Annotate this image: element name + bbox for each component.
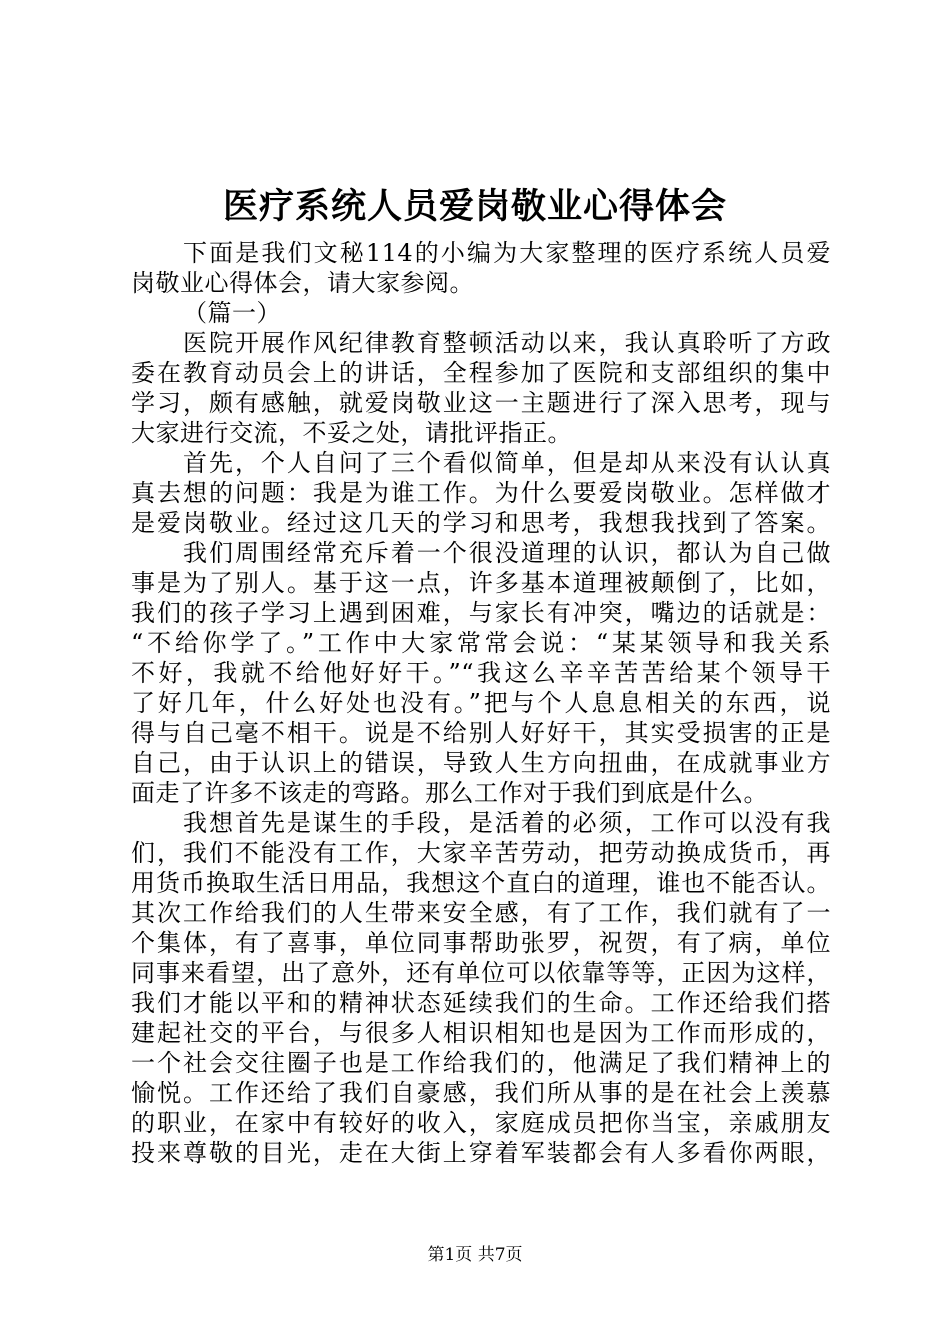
text-line: 岗敬业心得体会，请大家参阅。 <box>131 269 474 297</box>
section-heading: （篇一） <box>183 299 281 327</box>
text-line: 我们才能以平和的精神状态延续我们的生命。工作还给我们搭 <box>131 989 831 1017</box>
text-line: 用货币换取生活日用品，我想这个直白的道理，谁也不能否认。 <box>131 869 831 897</box>
text-line: 的职业，在家中有较好的收入，家庭成员把你当宝，亲戚朋友 <box>131 1109 831 1137</box>
page-number-footer: 第1页 共7页 <box>427 1245 523 1265</box>
text-line: 建起社交的平台，与很多人相识相知也是因为工作而形成的， <box>131 1019 831 1047</box>
document-body <box>131 238 831 1168</box>
text-line: 我们的孩子学习上遇到困难，与家长有冲突，嘴边的话就是： <box>131 599 831 627</box>
text-line: 其次工作给我们的人生带来安全感，有了工作，我们就有了一 <box>131 899 831 927</box>
text-line: 是爱岗敬业。经过这几天的学习和思考，我想我找到了答案。 <box>131 509 831 537</box>
text-line: 真去想的问题：我是为谁工作。为什么要爱岗敬业。怎样做才 <box>131 479 831 507</box>
text-line: 个集体，有了喜事，单位同事帮助张罗，祝贺，有了病，单位 <box>131 929 831 957</box>
text-line: 我想首先是谋生的手段，是活着的必须，工作可以没有我 <box>183 809 831 837</box>
text-line: 自己，由于认识上的错误，导致人生方向扭曲，在成就事业方 <box>131 749 831 777</box>
text-line: 下面是我们文秘114的小编为大家整理的医疗系统人员爱 <box>183 239 831 267</box>
text-line: 得与自己毫不相干。说是不给别人好好干，其实受损害的正是 <box>131 719 831 747</box>
text-line: 一个社会交往圈子也是工作给我们的，他满足了我们精神上的 <box>131 1049 831 1077</box>
text-line: 我们周围经常充斥着一个很没道理的认识，都认为自己做 <box>183 539 831 567</box>
text-line: 愉悦。工作还给了我们自豪感，我们所从事的是在社会上羡慕 <box>131 1079 831 1107</box>
text-line: 医院开展作风纪律教育整顿活动以来，我认真聆听了方政 <box>183 329 831 357</box>
text-line: “不给你学了。”工作中大家常常会说：“某某领导和我关系 <box>131 629 831 657</box>
text-line: 学习，颇有感触，就爱岗敬业这一主题进行了深入思考，现与 <box>131 389 831 417</box>
text-line: 们，我们不能没有工作，大家辛苦劳动，把劳动换成货币，再 <box>131 839 831 867</box>
text-line: 投来尊敬的目光，走在大街上穿着军装都会有人多看你两眼， <box>131 1139 831 1167</box>
text-line: 不好，我就不给他好好干。”“我这么辛辛苦苦给某个领导干 <box>131 659 831 687</box>
text-line: 委在教育动员会上的讲话，全程参加了医院和支部组织的集中 <box>131 359 831 387</box>
text-line: 首先，个人自问了三个看似简单，但是却从来没有认认真 <box>183 449 831 477</box>
text-line: 同事来看望，出了意外，还有单位可以依靠等等，正因为这样， <box>131 959 831 987</box>
text-line: 事是为了别人。基于这一点，许多基本道理被颠倒了，比如， <box>131 569 831 597</box>
text-line: 了好几年，什么好处也没有。”把与个人息息相关的东西，说 <box>131 689 831 717</box>
text-line: 大家进行交流，不妥之处，请批评指正。 <box>131 419 572 447</box>
text-line: 面走了许多不该走的弯路。那么工作对于我们到底是什么。 <box>131 779 768 807</box>
document-title: 医疗系统人员爱岗敬业心得体会 <box>222 186 727 227</box>
